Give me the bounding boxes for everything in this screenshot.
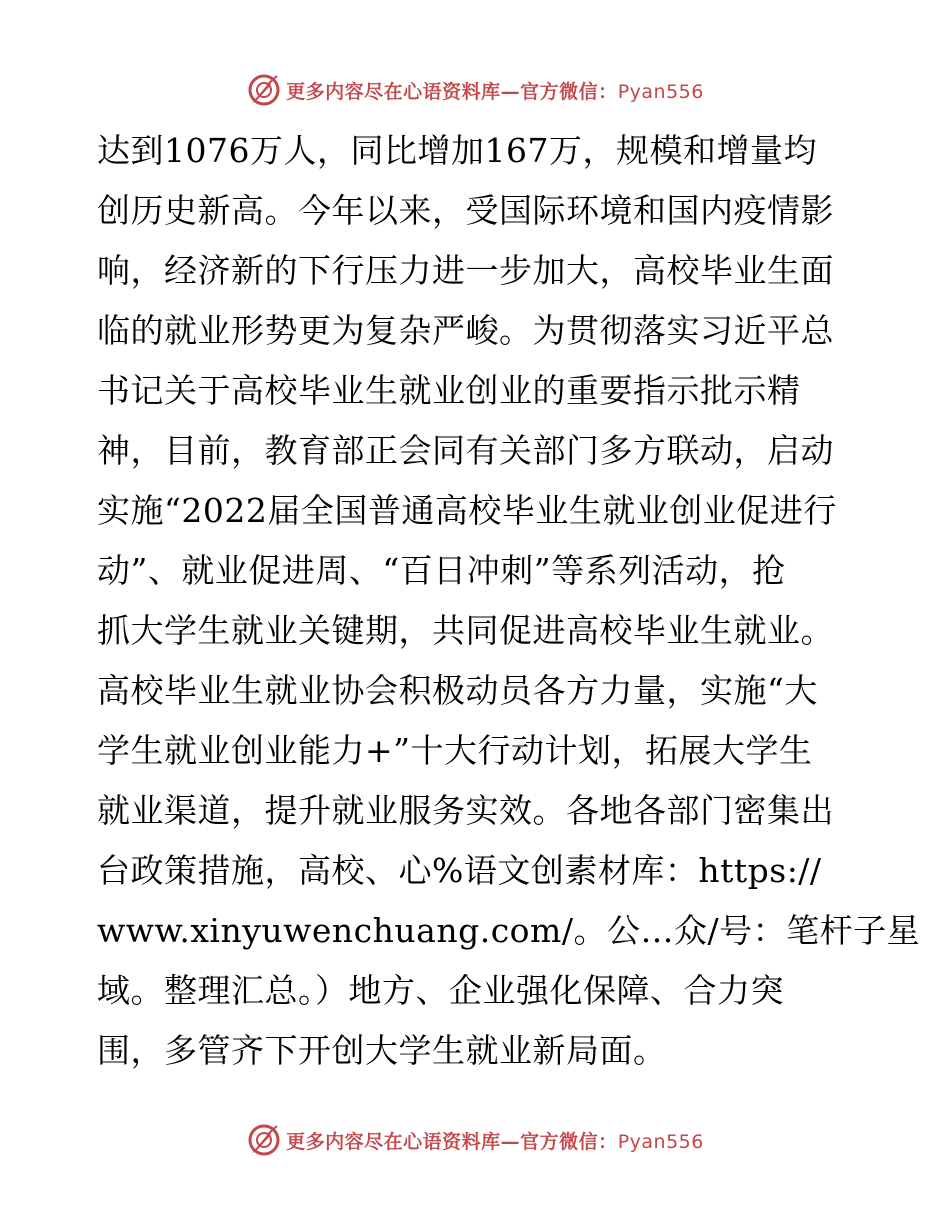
quill-in-circle-icon: [246, 1122, 282, 1158]
banner-title: 更多内容尽在心语资料库: [286, 1130, 501, 1153]
body-line: 台政策措施，高校、心%语文创素材库：https://: [97, 851, 822, 890]
body-line: 动”、就业促进周、“百日冲刺”等系列活动，抢: [97, 551, 786, 590]
body-line: 高校毕业生就业协会积极动员各方力量，实施“大: [97, 671, 818, 710]
body-line: www.xinyuwenchuang.com/。公…众/号：笔杆子星: [97, 911, 921, 950]
banner-contact-label: 官方微信：: [520, 80, 618, 103]
body-line: 抓大学生就业关键期，共同促进高校毕业生就业。: [97, 611, 834, 650]
body-line: 响，经济新的下行压力进一步加大，高校毕业生面: [97, 251, 834, 290]
banner-separator: —: [500, 80, 521, 103]
body-line: 书记关于高校毕业生就业创业的重要指示批示精: [97, 371, 801, 410]
banner-text: [286, 77, 704, 104]
banner-title: 更多内容尽在心语资料库: [286, 80, 501, 103]
body-line: 达到1076万人，同比增加167万，规模和增量均: [97, 131, 817, 170]
body-line: 实施“2022届全国普通高校毕业生就业创业促进行: [97, 491, 837, 530]
body-line: 临的就业形势更为复杂严峻。为贯彻落实习近平总: [97, 311, 834, 350]
footer-banner: [0, 1120, 950, 1160]
quill-in-circle-icon: [246, 72, 282, 108]
body-line: 神，目前，教育部正会同有关部门多方联动，启动: [97, 431, 834, 470]
banner-handle: Pyan556: [617, 1130, 704, 1153]
banner-separator: —: [500, 1130, 521, 1153]
body-line: 围，多管齐下开创大学生就业新局面。: [97, 1031, 667, 1070]
body-line: 创历史新高。今年以来，受国际环境和国内疫情影: [97, 191, 834, 230]
body-line: 域。整理汇总。）地方、企业强化保障、合力突: [97, 971, 784, 1010]
banner-contact-label: 官方微信：: [520, 1130, 618, 1153]
body-line: 就业渠道，提升就业服务实效。各地各部门密集出: [97, 791, 834, 830]
banner-text: [286, 1127, 704, 1154]
header-banner: [0, 70, 950, 110]
document-body: [97, 121, 921, 1081]
body-line: 学生就业创业能力+”十大行动计划，拓展大学生: [97, 731, 813, 770]
banner-handle: Pyan556: [617, 80, 704, 103]
